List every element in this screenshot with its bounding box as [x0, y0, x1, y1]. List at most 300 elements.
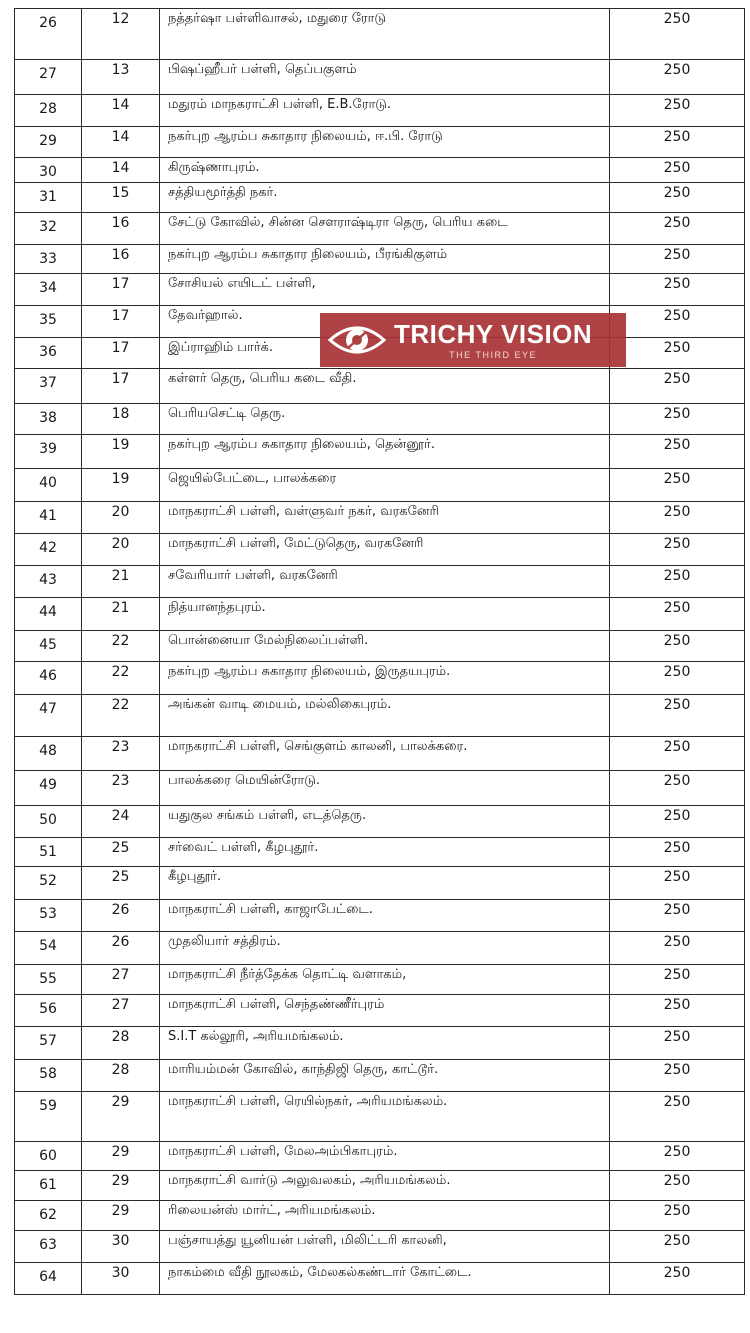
- serial-number-cell: [15, 435, 82, 469]
- table-row: [15, 771, 745, 806]
- location-text: சவேரியார் பள்ளி, வரகனேரி: [168, 568, 338, 583]
- serial-number-cell: [15, 995, 82, 1027]
- ward-number-cell: [82, 158, 160, 183]
- table-row: [15, 435, 745, 469]
- ward-number-cell: [82, 771, 160, 806]
- ward-number-text: 24: [111, 808, 130, 824]
- dose-count-text: 250: [663, 1173, 691, 1189]
- ward-number-cell: [82, 338, 160, 369]
- dose-count-text: 250: [663, 276, 691, 292]
- dose-count-text: 250: [663, 808, 691, 824]
- location-cell: [160, 1142, 610, 1171]
- dose-count-cell: [610, 534, 745, 566]
- dose-count-cell: [610, 183, 745, 213]
- dose-count-cell: [610, 469, 745, 502]
- dose-count-text: 250: [663, 308, 691, 324]
- dose-count-text: 250: [663, 1144, 691, 1160]
- location-cell: [160, 965, 610, 995]
- location-cell: [160, 737, 610, 771]
- serial-number-cell: [15, 9, 82, 60]
- dose-count-cell: [610, 1263, 745, 1295]
- serial-number-cell: [15, 95, 82, 127]
- dose-count-cell: [610, 369, 745, 404]
- dose-count-cell: [610, 737, 745, 771]
- serial-number-text: 42: [39, 540, 57, 556]
- location-cell: [160, 1060, 610, 1092]
- ward-number-text: 21: [111, 568, 130, 584]
- ward-number-cell: [82, 737, 160, 771]
- location-cell: [160, 598, 610, 631]
- ward-number-text: 23: [111, 773, 130, 789]
- serial-number-text: 35: [39, 312, 57, 328]
- vaccination-center-table: [14, 8, 745, 1295]
- table-row: [15, 1171, 745, 1201]
- table-row: [15, 1231, 745, 1263]
- location-text: நித்யானந்தபுரம்.: [168, 600, 266, 615]
- dose-count-cell: [610, 213, 745, 245]
- serial-number-cell: [15, 127, 82, 158]
- ward-number-text: 22: [111, 633, 130, 649]
- dose-count-text: 250: [663, 215, 691, 231]
- ward-number-text: 16: [111, 247, 130, 263]
- dose-count-text: 250: [663, 869, 691, 885]
- dose-count-cell: [610, 127, 745, 158]
- dose-count-text: 250: [663, 1094, 691, 1110]
- watermark-text: [394, 320, 592, 360]
- location-cell: [160, 127, 610, 158]
- table-row: [15, 502, 745, 534]
- location-cell: [160, 469, 610, 502]
- table-row: [15, 695, 745, 737]
- serial-number-text: 39: [39, 441, 57, 457]
- table-row: [15, 1263, 745, 1295]
- serial-number-cell: [15, 737, 82, 771]
- dose-count-text: 250: [663, 97, 691, 113]
- dose-count-cell: [610, 9, 745, 60]
- dose-count-text: 250: [663, 160, 691, 176]
- ward-number-text: 14: [111, 97, 130, 113]
- table-row: [15, 158, 745, 183]
- location-text: நகர்புற ஆரம்ப சுகாதார நிலையம், தென்னூர்.: [168, 437, 435, 452]
- location-text: நத்தர்ஷா பள்ளிவாசல், மதுரை ரோடு: [168, 11, 387, 26]
- location-cell: [160, 900, 610, 932]
- dose-count-cell: [610, 306, 745, 338]
- ward-number-text: 25: [111, 840, 130, 856]
- dose-count-text: 250: [663, 997, 691, 1013]
- serial-number-cell: [15, 1263, 82, 1295]
- serial-number-cell: [15, 469, 82, 502]
- serial-number-text: 28: [39, 101, 57, 117]
- location-text: ரிலையன்ஸ் மார்ட், அரியமங்கலம்.: [168, 1203, 376, 1218]
- serial-number-text: 44: [39, 604, 57, 620]
- ward-number-text: 26: [111, 902, 130, 918]
- ward-number-text: 13: [111, 62, 130, 78]
- table-row: [15, 737, 745, 771]
- ward-number-cell: [82, 213, 160, 245]
- dose-count-cell: [610, 566, 745, 598]
- serial-number-text: 32: [39, 219, 57, 235]
- ward-number-cell: [82, 469, 160, 502]
- table-row: [15, 1060, 745, 1092]
- dose-count-cell: [610, 806, 745, 838]
- dose-count-text: 250: [663, 471, 691, 487]
- dose-count-text: 250: [663, 1029, 691, 1045]
- serial-number-cell: [15, 213, 82, 245]
- ward-number-text: 20: [111, 504, 130, 520]
- location-text: மாநகராட்சி வார்டு அலுவலகம், அரியமங்கலம்.: [168, 1173, 451, 1188]
- serial-number-cell: [15, 1231, 82, 1263]
- serial-number-text: 43: [39, 572, 57, 588]
- table-row: [15, 566, 745, 598]
- serial-number-cell: [15, 274, 82, 306]
- ward-number-text: 29: [111, 1173, 130, 1189]
- location-text: இப்ராஹிம் பார்க்.: [168, 340, 273, 355]
- dose-count-text: 250: [663, 406, 691, 422]
- location-text: சத்தியமூர்த்தி நகர்.: [168, 185, 278, 200]
- location-cell: [160, 1201, 610, 1231]
- table-row: [15, 369, 745, 404]
- serial-number-text: 47: [39, 701, 57, 717]
- dose-count-cell: [610, 435, 745, 469]
- dose-count-text: 250: [663, 185, 691, 201]
- serial-number-text: 38: [39, 410, 57, 426]
- location-cell: [160, 274, 610, 306]
- location-text: பஞ்சாயத்து யூனியன் பள்ளி, மிலிட்டரி காலனி,: [168, 1233, 447, 1248]
- dose-count-cell: [610, 695, 745, 737]
- dose-count-text: 250: [663, 568, 691, 584]
- serial-number-text: 51: [39, 844, 57, 860]
- ward-number-cell: [82, 1027, 160, 1060]
- dose-count-text: 250: [663, 247, 691, 263]
- ward-number-text: 17: [111, 340, 130, 356]
- location-cell: [160, 158, 610, 183]
- dose-count-text: 250: [663, 773, 691, 789]
- table-row: [15, 965, 745, 995]
- serial-number-cell: [15, 598, 82, 631]
- serial-number-text: 33: [39, 251, 57, 267]
- ward-number-cell: [82, 695, 160, 737]
- location-text: தேவர்ஹால்.: [168, 308, 243, 323]
- location-text: மாநகராட்சி பள்ளி, ரெயில்நகர், அரியமங்கலம்.: [168, 1094, 448, 1109]
- location-text: சேட்டு கோவில், சின்ன சௌராஷ்டிரா தெரு, பெரிய கடை: [168, 215, 508, 230]
- serial-number-text: 27: [39, 66, 57, 82]
- dose-count-cell: [610, 1092, 745, 1142]
- location-text: பெரியசெட்டி தெரு.: [168, 406, 286, 421]
- serial-number-cell: [15, 695, 82, 737]
- serial-number-cell: [15, 771, 82, 806]
- serial-number-text: 61: [39, 1177, 57, 1193]
- serial-number-cell: [15, 1027, 82, 1060]
- ward-number-text: 27: [111, 967, 130, 983]
- location-text: பாலக்கரை மெயின்ரோடு.: [168, 773, 321, 788]
- ward-number-text: 19: [111, 471, 130, 487]
- serial-number-text: 45: [39, 637, 57, 653]
- location-text: மாநகராட்சி நீர்த்தேக்க தொட்டி வளாகம்,: [168, 967, 407, 982]
- ward-number-text: 28: [111, 1029, 130, 1045]
- table-row: [15, 95, 745, 127]
- dose-count-text: 250: [663, 129, 691, 145]
- watermark-tagline: THE THIRD EYE: [449, 350, 537, 360]
- ward-number-text: 14: [111, 160, 130, 176]
- dose-count-text: 250: [663, 902, 691, 918]
- location-cell: [160, 631, 610, 662]
- dose-count-cell: [610, 158, 745, 183]
- serial-number-text: 31: [39, 189, 57, 205]
- ward-number-cell: [82, 534, 160, 566]
- ward-number-cell: [82, 502, 160, 534]
- table-row: [15, 60, 745, 95]
- ward-number-text: 20: [111, 536, 130, 552]
- location-cell: [160, 662, 610, 695]
- dose-count-cell: [610, 900, 745, 932]
- table-row: [15, 404, 745, 435]
- dose-count-text: 250: [663, 504, 691, 520]
- ward-number-text: 18: [111, 406, 130, 422]
- dose-count-cell: [610, 1201, 745, 1231]
- serial-number-cell: [15, 631, 82, 662]
- vaccination-center-table-wrapper: [14, 8, 734, 1295]
- dose-count-cell: [610, 338, 745, 369]
- dose-count-cell: [610, 995, 745, 1027]
- serial-number-cell: [15, 502, 82, 534]
- ward-number-cell: [82, 662, 160, 695]
- location-cell: [160, 95, 610, 127]
- location-cell: [160, 695, 610, 737]
- ward-number-cell: [82, 838, 160, 867]
- dose-count-cell: [610, 1142, 745, 1171]
- location-text: பொன்னையா மேல்நிலைப்பள்ளி.: [168, 633, 369, 648]
- ward-number-text: 17: [111, 276, 130, 292]
- location-cell: [160, 771, 610, 806]
- table-row: [15, 183, 745, 213]
- serial-number-cell: [15, 306, 82, 338]
- serial-number-text: 63: [39, 1237, 57, 1253]
- table-row: [15, 932, 745, 965]
- dose-count-text: 250: [663, 697, 691, 713]
- table-row: [15, 245, 745, 274]
- eye-logo-icon: [320, 313, 394, 367]
- ward-number-cell: [82, 1060, 160, 1092]
- location-cell: [160, 838, 610, 867]
- serial-number-cell: [15, 662, 82, 695]
- ward-number-cell: [82, 1142, 160, 1171]
- serial-number-cell: [15, 1092, 82, 1142]
- ward-number-cell: [82, 183, 160, 213]
- serial-number-cell: [15, 158, 82, 183]
- location-text: சோசியல் எயிடட் பள்ளி,: [168, 276, 316, 291]
- ward-number-text: 29: [111, 1144, 130, 1160]
- ward-number-text: 26: [111, 934, 130, 950]
- serial-number-text: 60: [39, 1148, 57, 1164]
- serial-number-text: 55: [39, 971, 57, 987]
- dose-count-cell: [610, 95, 745, 127]
- ward-number-cell: [82, 95, 160, 127]
- location-text: நகர்புற ஆரம்ப சுகாதார நிலையம், இருதயபுரம்.: [168, 664, 451, 679]
- location-cell: [160, 369, 610, 404]
- ward-number-cell: [82, 598, 160, 631]
- location-cell: [160, 932, 610, 965]
- table-body: [15, 9, 745, 1295]
- serial-number-text: 62: [39, 1207, 57, 1223]
- table-row: [15, 469, 745, 502]
- table-row: [15, 598, 745, 631]
- dose-count-text: 250: [663, 739, 691, 755]
- ward-number-text: 30: [111, 1265, 130, 1281]
- location-text: பிஷப்ஹீபர் பள்ளி, தெப்பகுளம்: [168, 62, 357, 77]
- dose-count-cell: [610, 502, 745, 534]
- location-cell: [160, 995, 610, 1027]
- serial-number-text: 54: [39, 938, 57, 954]
- serial-number-text: 52: [39, 873, 57, 889]
- serial-number-cell: [15, 369, 82, 404]
- location-text: மதுரம் மாநகராட்சி பள்ளி, E.B.ரோடு.: [168, 97, 392, 112]
- dose-count-text: 250: [663, 11, 691, 27]
- ward-number-cell: [82, 245, 160, 274]
- table-row: [15, 213, 745, 245]
- location-text: முதலியார் சத்திரம்.: [168, 934, 281, 949]
- dose-count-cell: [610, 932, 745, 965]
- dose-count-text: 250: [663, 1203, 691, 1219]
- ward-number-text: 14: [111, 129, 130, 145]
- ward-number-cell: [82, 965, 160, 995]
- ward-number-text: 19: [111, 437, 130, 453]
- ward-number-cell: [82, 1171, 160, 1201]
- serial-number-cell: [15, 1201, 82, 1231]
- serial-number-cell: [15, 1171, 82, 1201]
- dose-count-text: 250: [663, 934, 691, 950]
- serial-number-text: 34: [39, 280, 57, 296]
- serial-number-text: 59: [39, 1098, 57, 1114]
- location-cell: [160, 1263, 610, 1295]
- dose-count-text: 250: [663, 1265, 691, 1281]
- dose-count-cell: [610, 631, 745, 662]
- serial-number-cell: [15, 965, 82, 995]
- location-text: அங்கன் வாடி மையம், மல்லிகைபுரம்.: [168, 697, 392, 712]
- location-text: நகர்புற ஆரம்ப சுகாதார நிலையம், ஈ.பி. ரோடு: [168, 129, 443, 144]
- location-text: மாநகராட்சி பள்ளி, மேலஅம்பிகாபுரம்.: [168, 1144, 398, 1159]
- ward-number-text: 22: [111, 664, 130, 680]
- serial-number-cell: [15, 1060, 82, 1092]
- location-cell: [160, 502, 610, 534]
- location-text: மாநகராட்சி பள்ளி, மேட்டுதெரு, வரகனேரி: [168, 536, 424, 551]
- dose-count-text: 250: [663, 840, 691, 856]
- ward-number-text: 28: [111, 1062, 130, 1078]
- serial-number-text: 41: [39, 508, 57, 524]
- dose-count-cell: [610, 1027, 745, 1060]
- location-cell: [160, 1092, 610, 1142]
- ward-number-cell: [82, 274, 160, 306]
- ward-number-cell: [82, 369, 160, 404]
- dose-count-cell: [610, 245, 745, 274]
- serial-number-cell: [15, 60, 82, 95]
- location-text: மாநகராட்சி பள்ளி, காஜாபேட்டை.: [168, 902, 373, 917]
- dose-count-cell: [610, 867, 745, 900]
- table-row: [15, 1092, 745, 1142]
- ward-number-cell: [82, 306, 160, 338]
- serial-number-text: 46: [39, 668, 57, 684]
- serial-number-text: 53: [39, 906, 57, 922]
- location-text: நாகம்மை வீதி நூலகம், மேலகல்கண்டார் கோட்டை.: [168, 1265, 472, 1280]
- location-cell: [160, 183, 610, 213]
- dose-count-text: 250: [663, 664, 691, 680]
- dose-count-text: 250: [663, 633, 691, 649]
- dose-count-text: 250: [663, 600, 691, 616]
- serial-number-text: 26: [39, 15, 57, 31]
- serial-number-text: 40: [39, 475, 57, 491]
- serial-number-cell: [15, 534, 82, 566]
- serial-number-text: 49: [39, 777, 57, 793]
- location-cell: [160, 435, 610, 469]
- location-cell: [160, 60, 610, 95]
- location-text: ஜெயில்பேட்டை, பாலக்கரை: [168, 471, 337, 486]
- dose-count-text: 250: [663, 62, 691, 78]
- serial-number-cell: [15, 245, 82, 274]
- ward-number-cell: [82, 435, 160, 469]
- location-cell: [160, 213, 610, 245]
- location-cell: [160, 9, 610, 60]
- serial-number-text: 37: [39, 375, 57, 391]
- ward-number-cell: [82, 404, 160, 435]
- serial-number-cell: [15, 932, 82, 965]
- location-cell: [160, 1231, 610, 1263]
- serial-number-cell: [15, 566, 82, 598]
- ward-number-cell: [82, 1231, 160, 1263]
- location-text: யதுகுல சங்கம் பள்ளி, எடத்தெரு.: [168, 808, 367, 823]
- location-text: மாநகராட்சி பள்ளி, செங்குளம் காலனி, பாலக்கரை.: [168, 739, 468, 754]
- dose-count-cell: [610, 1231, 745, 1263]
- ward-number-text: 21: [111, 600, 130, 616]
- ward-number-text: 23: [111, 739, 130, 755]
- trichy-vision-watermark: [320, 313, 626, 367]
- dose-count-text: 250: [663, 1062, 691, 1078]
- serial-number-cell: [15, 867, 82, 900]
- dose-count-text: 250: [663, 340, 691, 356]
- location-text: நகர்புற ஆரம்ப சுகாதார நிலையம், பீரங்கிகுளம்: [168, 247, 448, 262]
- ward-number-cell: [82, 1263, 160, 1295]
- location-text: மாநகராட்சி பள்ளி, வள்ளுவர் நகர், வரகனேரி: [168, 504, 439, 519]
- dose-count-text: 250: [663, 437, 691, 453]
- location-cell: [160, 404, 610, 435]
- dose-count-cell: [610, 838, 745, 867]
- serial-number-text: 56: [39, 1001, 57, 1017]
- table-row: [15, 1201, 745, 1231]
- location-cell: [160, 534, 610, 566]
- ward-number-cell: [82, 631, 160, 662]
- ward-number-cell: [82, 1201, 160, 1231]
- dose-count-cell: [610, 1060, 745, 1092]
- location-cell: [160, 245, 610, 274]
- ward-number-cell: [82, 995, 160, 1027]
- serial-number-text: 48: [39, 743, 57, 759]
- serial-number-cell: [15, 838, 82, 867]
- dose-count-text: 250: [663, 1233, 691, 1249]
- location-text: சர்வைட் பள்ளி, கீழபுதூர்.: [168, 840, 319, 855]
- ward-number-cell: [82, 806, 160, 838]
- dose-count-cell: [610, 1171, 745, 1201]
- table-row: [15, 838, 745, 867]
- dose-count-text: 250: [663, 967, 691, 983]
- ward-number-cell: [82, 900, 160, 932]
- ward-number-text: 17: [111, 371, 130, 387]
- ward-number-text: 25: [111, 869, 130, 885]
- dose-count-text: 250: [663, 536, 691, 552]
- dose-count-cell: [610, 598, 745, 631]
- serial-number-text: 64: [39, 1269, 57, 1285]
- ward-number-text: 15: [111, 185, 130, 201]
- location-cell: [160, 1171, 610, 1201]
- table-row: [15, 662, 745, 695]
- ward-number-text: 29: [111, 1203, 130, 1219]
